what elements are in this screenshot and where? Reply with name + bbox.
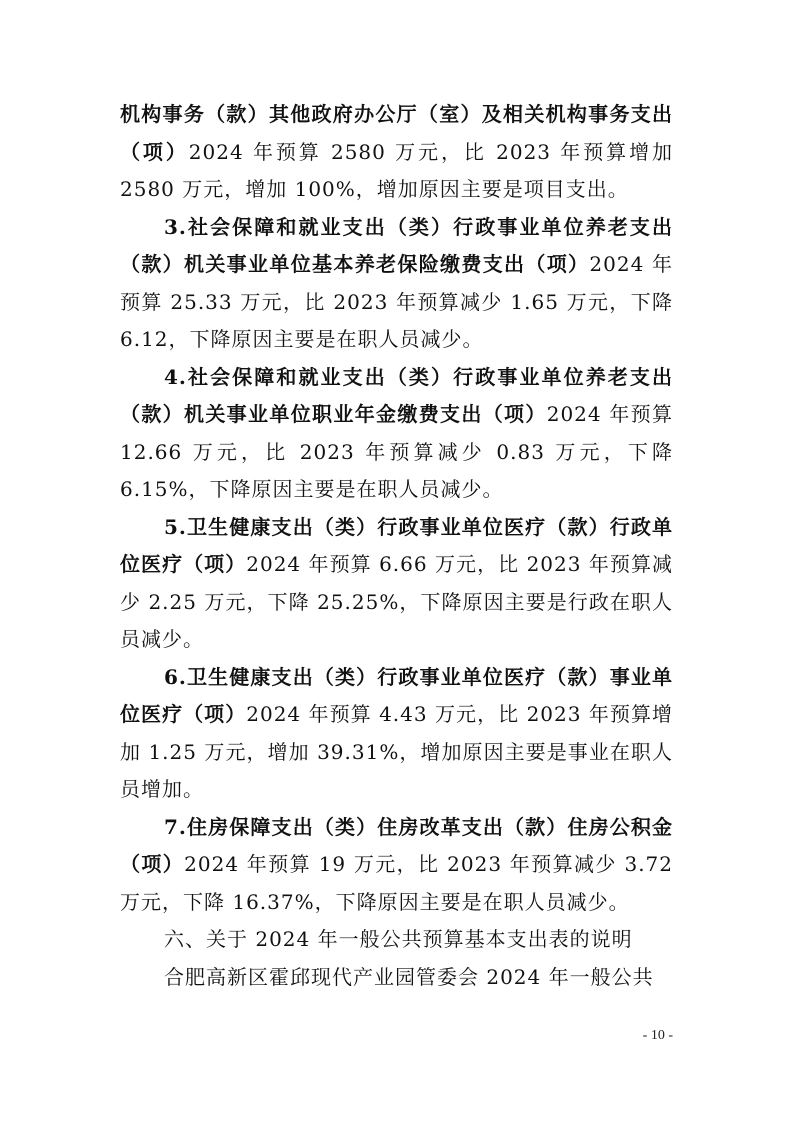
paragraph-item-6 — [120, 659, 673, 809]
paragraph-item-5 — [120, 509, 673, 659]
paragraph-text: 2024 年预算 2580 万元，比 2023 年预算增加 2580 万元，增加 100%，增加原因主要是项目支出。 — [120, 139, 673, 201]
paragraph-item-3 — [120, 209, 673, 359]
paragraph-text: 2024 年预算 4.43 万元，比 2023 年预算增加 1.25 万元，增加 39.31%，增加原因主要是事业在职人员增加。 — [120, 702, 673, 801]
paragraph-heading: 5.卫生健康支出（类）行政事业单位医疗（款）行政单位医疗（项） — [120, 514, 673, 576]
paragraph-continuation — [120, 96, 673, 209]
paragraph-heading: 3.社会保障和就业支出（类）行政事业单位养老支出（款）机关事业单位基本养老保险缴费支出（项） — [120, 214, 673, 276]
paragraph-text: 2024 年预算 12.66 万元，比 2023 年预算减少 0.83 万元，下降 6.15%，下降原因主要是在职人员减少。 — [120, 402, 673, 501]
paragraph-section-6 — [120, 921, 673, 959]
paragraph-text: 2024 年预算 19 万元，比 2023 年预算减少 3.72 万元，下降 16.37%，下降原因主要是在职人员减少。 — [120, 852, 674, 914]
paragraph-text: 六、关于 2024 年一般公共预算基本支出表的说明 — [164, 927, 633, 951]
paragraph-heading: 4.社会保障和就业支出（类）行政事业单位养老支出（款）机关事业单位职业年金缴费支出（项） — [120, 364, 673, 426]
paragraph-text: 2024 年预算 25.33 万元，比 2023 年预算减少 1.65 万元，下降 6.12，下降原因主要是在职人员减少。 — [120, 252, 673, 351]
body-text — [120, 96, 673, 996]
paragraph-item-7 — [120, 809, 673, 922]
paragraph-heading: 7.住房保障支出（类）住房改革支出（款）住房公积金（项） — [120, 814, 673, 876]
page-number: - 10 - — [642, 1028, 673, 1043]
paragraph-heading: 机构事务（款）其他政府办公厅（室）及相关机构事务支出（项） — [120, 102, 673, 164]
paragraph-heading: 6.卫生健康支出（类）行政事业单位医疗（款）事业单位医疗（项） — [120, 664, 673, 726]
paragraph-section-6-body — [120, 959, 673, 997]
paragraph-text: 合肥高新区霍邱现代产业园管委会 2024 年一般公共 — [164, 964, 654, 989]
paragraph-text: 2024 年预算 6.66 万元，比 2023 年预算减少 2.25 万元，下降 25.25%，下降原因主要是行政在职人员减少。 — [120, 552, 673, 651]
paragraph-item-4 — [120, 359, 673, 509]
